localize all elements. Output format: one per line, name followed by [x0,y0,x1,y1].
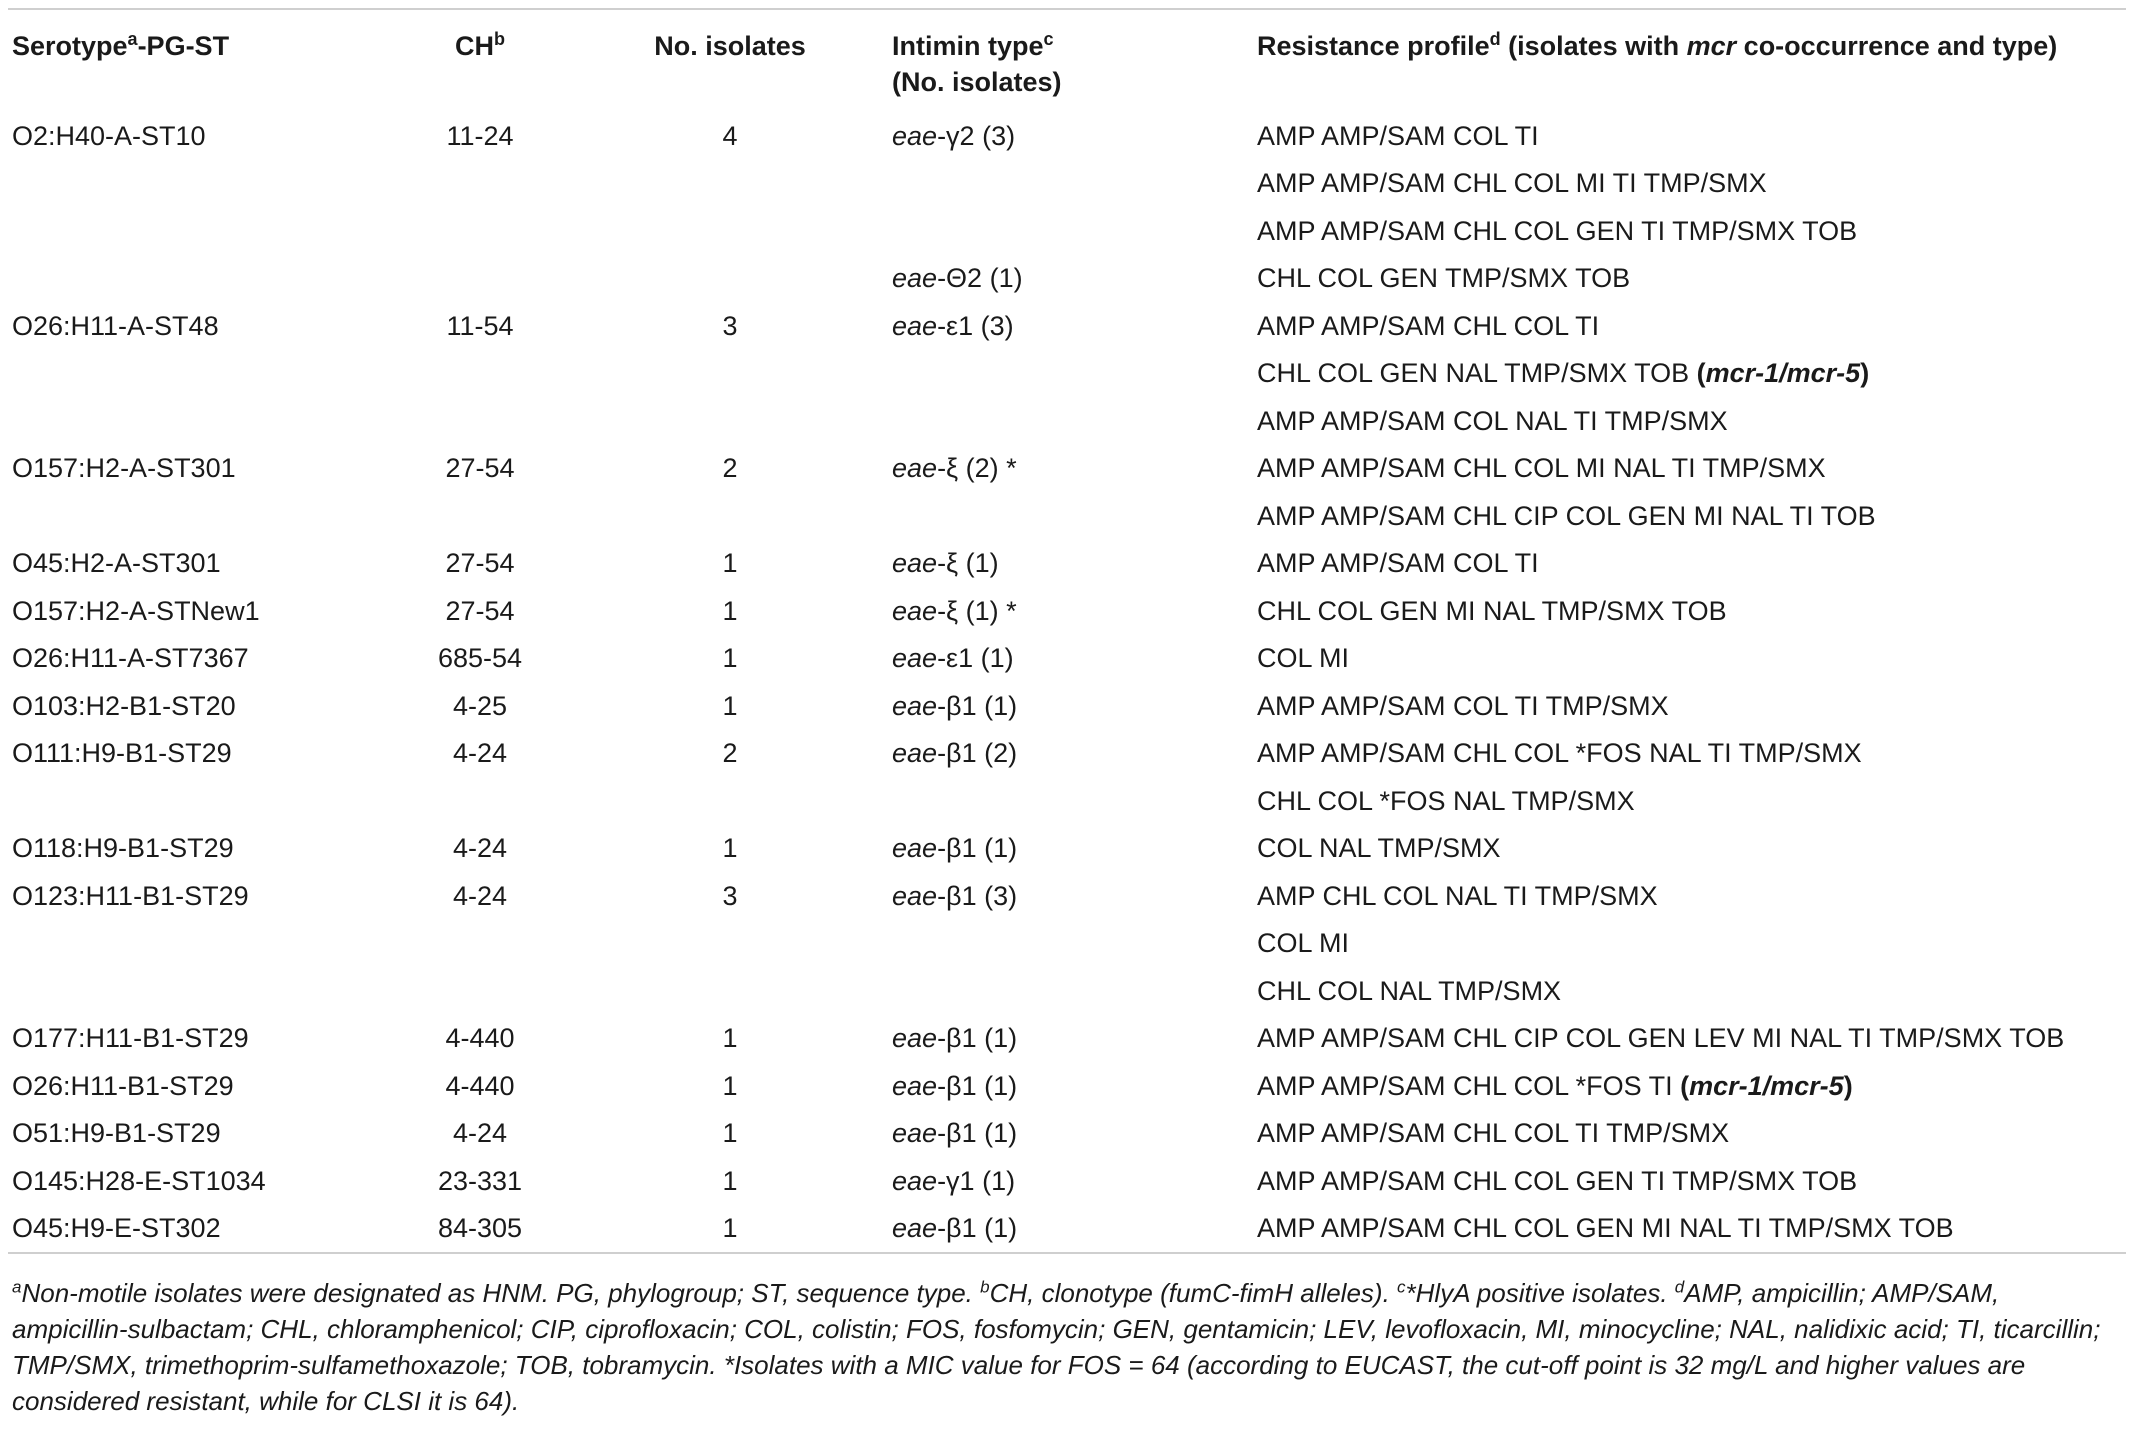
table-row [8,587,2128,635]
cell-isolates: 1 [722,1118,738,1149]
table-row [8,682,2128,730]
cell-ch: 27-54 [445,595,515,626]
cell-isolates: 2 [722,453,738,484]
table-row [8,302,2128,350]
cell-ch [388,350,568,398]
cell-serotype: O26:H11-A-ST7367 [12,643,249,674]
table-row [8,1157,2128,1205]
cell-serotype: O2:H40-A-ST10 [12,120,206,151]
cell-isolates: 1 [722,595,738,626]
cell-resistance: AMP AMP/SAM CHL COL GEN MI NAL TI TMP/SMX TOB [1257,1213,1954,1244]
cell-isolates [568,920,888,968]
cell-resistance: AMP AMP/SAM CHL COL GEN TI TMP/SMX TOB [1257,215,1858,246]
cell-serotype: O51:H9-B1-ST29 [12,1118,221,1149]
cell-serotype [8,255,388,303]
cell-ch [388,777,568,825]
cell-isolates: 1 [722,690,738,721]
cell-intimin [888,967,1253,1015]
cell-resistance: COL NAL TMP/SMX [1257,833,1501,864]
cell-ch [388,160,568,208]
cell-resistance: AMP AMP/SAM CHL CIP COL GEN LEV MI NAL TI TMP/SMX TOB [1257,1023,2065,1054]
cell-intimin [888,492,1253,540]
cell-intimin: eae-β1 (1) [892,1213,1018,1244]
table-row [8,635,2128,683]
cell-isolates: 1 [722,1070,738,1101]
table-row [8,825,2128,873]
cell-serotype [8,350,388,398]
cell-serotype: O45:H2-A-ST301 [12,548,221,579]
cell-intimin [888,207,1253,255]
cell-isolates: 1 [722,1023,738,1054]
cell-serotype: O45:H9-E-ST302 [12,1213,221,1244]
cell-serotype: O103:H2-B1-ST20 [12,690,236,721]
cell-intimin: eae-γ1 (1) [892,1165,1016,1196]
cell-resistance: AMP AMP/SAM CHL COL MI NAL TI TMP/SMX [1257,453,1826,484]
cell-resistance: AMP AMP/SAM COL TI TMP/SMX [1257,690,1669,721]
cell-serotype [8,492,388,540]
table-row [8,207,2128,255]
table-row [8,920,2128,968]
cell-isolates: 1 [722,548,738,579]
cell-serotype [8,920,388,968]
table-row [8,160,2128,208]
table-row [8,350,2128,398]
cell-serotype: O157:H2-A-ST301 [12,453,236,484]
table-row [8,1015,2128,1063]
table-row [8,255,2128,303]
cell-ch: 4-440 [445,1070,515,1101]
cell-isolates: 1 [722,1165,738,1196]
cell-resistance: AMP AMP/SAM CHL COL TI TMP/SMX [1257,1118,1730,1149]
cell-resistance: COL MI [1257,643,1350,674]
table-row [8,777,2128,825]
cell-isolates [568,967,888,1015]
cell-serotype: O177:H11-B1-ST29 [12,1023,249,1054]
cell-isolates [568,207,888,255]
cell-serotype [8,160,388,208]
table-row [8,1205,2128,1253]
results-table-container [0,8,2130,1254]
cell-intimin: eae-β1 (1) [892,1118,1018,1149]
header-serotype: Serotype$^a$-PG-ST [12,29,230,61]
cell-ch: 11-54 [446,310,514,341]
cell-isolates: 1 [722,1213,738,1244]
cell-intimin [888,777,1253,825]
table-footnote: $^a$Non-motile isolates were designated as HNM. PG, phylogroup; ST, sequence type. $^b$CH, clonotype (fumC-fimH alleles). $^c$*HlyA positive isolates. $^d$AMP, ampicillin; AMP/SAM, ampicillin-sulbactam; CHL, chloramphenicol; CIP, ciprofloxacin; COL, colistin; FOS, fosfomycin; GEN, gentamicin; LEV, levofloxacin, MI, minocycline; NAL, nalidixic acid; TI, ticarcillin; TMP/SMX, trimethoprim-sulfamethoxazole; TOB, tobramycin. *Isolates with a MIC value for FOS = 64 (according to EUCAST, the cut-off point is 32 mg/L and higher values are considered resistant, while for CLSI it is 64). [12,1277,2101,1416]
cell-isolates: 4 [722,120,738,151]
cell-resistance: CHL COL GEN TMP/SMX TOB [1257,263,1631,294]
cell-isolates [568,350,888,398]
header-intimin: Intimin type$^c$ (No. isolates) [892,29,1062,97]
cell-ch: 685-54 [437,643,523,674]
cell-intimin [888,397,1253,445]
cell-isolates [568,397,888,445]
cell-resistance: AMP AMP/SAM COL NAL TI TMP/SMX [1257,405,1728,436]
cell-resistance: AMP AMP/SAM COL TI [1257,120,1539,151]
cell-ch [388,397,568,445]
cell-serotype [8,397,388,445]
cell-resistance: CHL COL *FOS NAL TMP/SMX [1257,785,1635,816]
cell-intimin: eae-β1 (2) [892,738,1018,769]
middle-rule [8,1252,2126,1254]
cell-serotype: O118:H9-B1-ST29 [12,833,234,864]
cell-resistance: AMP AMP/SAM CHL COL *FOS NAL TI TMP/SMX [1257,738,1862,769]
cell-resistance: CHL COL GEN NAL TMP/SMX TOB (mcr-1/mcr-5) [1257,358,1870,389]
table-row [8,397,2128,445]
cell-intimin: eae-ξ (1) [892,548,999,579]
cell-intimin [888,160,1253,208]
cell-ch [388,967,568,1015]
table-row [8,967,2128,1015]
cell-ch [388,920,568,968]
cell-resistance: COL MI [1257,928,1350,959]
cell-resistance: AMP AMP/SAM CHL COL TI [1257,310,1600,341]
cell-intimin [888,920,1253,968]
cell-serotype: O26:H11-B1-ST29 [12,1070,234,1101]
cell-isolates: 3 [722,880,738,911]
cell-ch: 4-440 [445,1023,515,1054]
cell-isolates: 3 [722,310,738,341]
cell-isolates [568,160,888,208]
cell-resistance: AMP AMP/SAM CHL COL GEN TI TMP/SMX TOB [1257,1165,1858,1196]
cell-serotype [8,777,388,825]
cell-serotype: O123:H11-B1-ST29 [12,880,249,911]
table-row [8,1062,2128,1110]
cell-resistance: CHL COL NAL TMP/SMX [1257,975,1562,1006]
cell-ch: 27-54 [445,453,515,484]
table-row [8,108,2128,160]
cell-resistance: AMP AMP/SAM CHL COL *FOS TI (mcr-1/mcr-5) [1257,1070,1853,1101]
table-row [8,730,2128,778]
cell-intimin: eae-β1 (1) [892,1070,1018,1101]
cell-intimin: eae-ξ (1) * [892,595,1017,626]
cell-intimin: eae-ε1 (3) [892,310,1014,341]
cell-ch: 4-24 [452,1118,508,1149]
cell-intimin [888,350,1253,398]
table-row [8,872,2128,920]
cell-serotype: O111:H9-B1-ST29 [12,738,232,769]
table-row [8,445,2128,493]
cell-isolates [568,492,888,540]
cell-resistance: AMP AMP/SAM CHL COL MI TI TMP/SMX [1257,168,1767,199]
table-row [8,540,2128,588]
cell-intimin: eae-β1 (1) [892,690,1018,721]
table-row [8,1110,2128,1158]
cell-isolates: 1 [722,833,738,864]
cell-intimin: eae-β1 (3) [892,880,1018,911]
table-body [8,108,2128,1252]
header-row [8,10,2128,108]
cell-ch [388,207,568,255]
cell-intimin: eae-ξ (2) * [892,453,1017,484]
table-row [8,492,2128,540]
cell-ch: 4-25 [452,690,508,721]
cell-serotype [8,207,388,255]
cell-resistance: AMP AMP/SAM CHL CIP COL GEN MI NAL TI TOB [1257,500,1876,531]
cell-ch [388,492,568,540]
cell-ch [388,255,568,303]
cell-ch: 4-24 [452,738,508,769]
cell-ch: 4-24 [452,833,508,864]
cell-ch: 11-24 [446,120,514,151]
cell-intimin: eae-Θ2 (1) [892,263,1023,294]
header-resistance: Resistance profile$^d$ (isolates with mcr co-occurrence and type) [1257,29,2058,61]
cell-serotype: O26:H11-A-ST48 [12,310,219,341]
cell-intimin: eae-β1 (1) [892,1023,1018,1054]
cell-ch: 23-331 [437,1165,523,1196]
cell-resistance: CHL COL GEN MI NAL TMP/SMX TOB [1257,595,1727,626]
results-table [8,10,2128,1252]
cell-ch: 84-305 [437,1213,523,1244]
cell-ch: 27-54 [445,548,515,579]
cell-isolates [568,255,888,303]
cell-intimin: eae-γ2 (3) [892,120,1016,151]
cell-isolates: 2 [722,738,738,769]
cell-isolates: 1 [722,643,738,674]
cell-resistance: AMP CHL COL NAL TI TMP/SMX [1257,880,1658,911]
header-isolates: No. isolates [654,31,806,61]
cell-ch: 4-24 [452,880,508,911]
cell-serotype [8,967,388,1015]
cell-serotype: O145:H28-E-ST1034 [12,1165,266,1196]
cell-resistance: AMP AMP/SAM COL TI [1257,548,1539,579]
cell-intimin: eae-ε1 (1) [892,643,1014,674]
cell-serotype: O157:H2-A-STNew1 [12,595,260,626]
header-ch: $CH^b$ [455,29,505,61]
cell-intimin: eae-β1 (1) [892,833,1018,864]
cell-isolates [568,777,888,825]
